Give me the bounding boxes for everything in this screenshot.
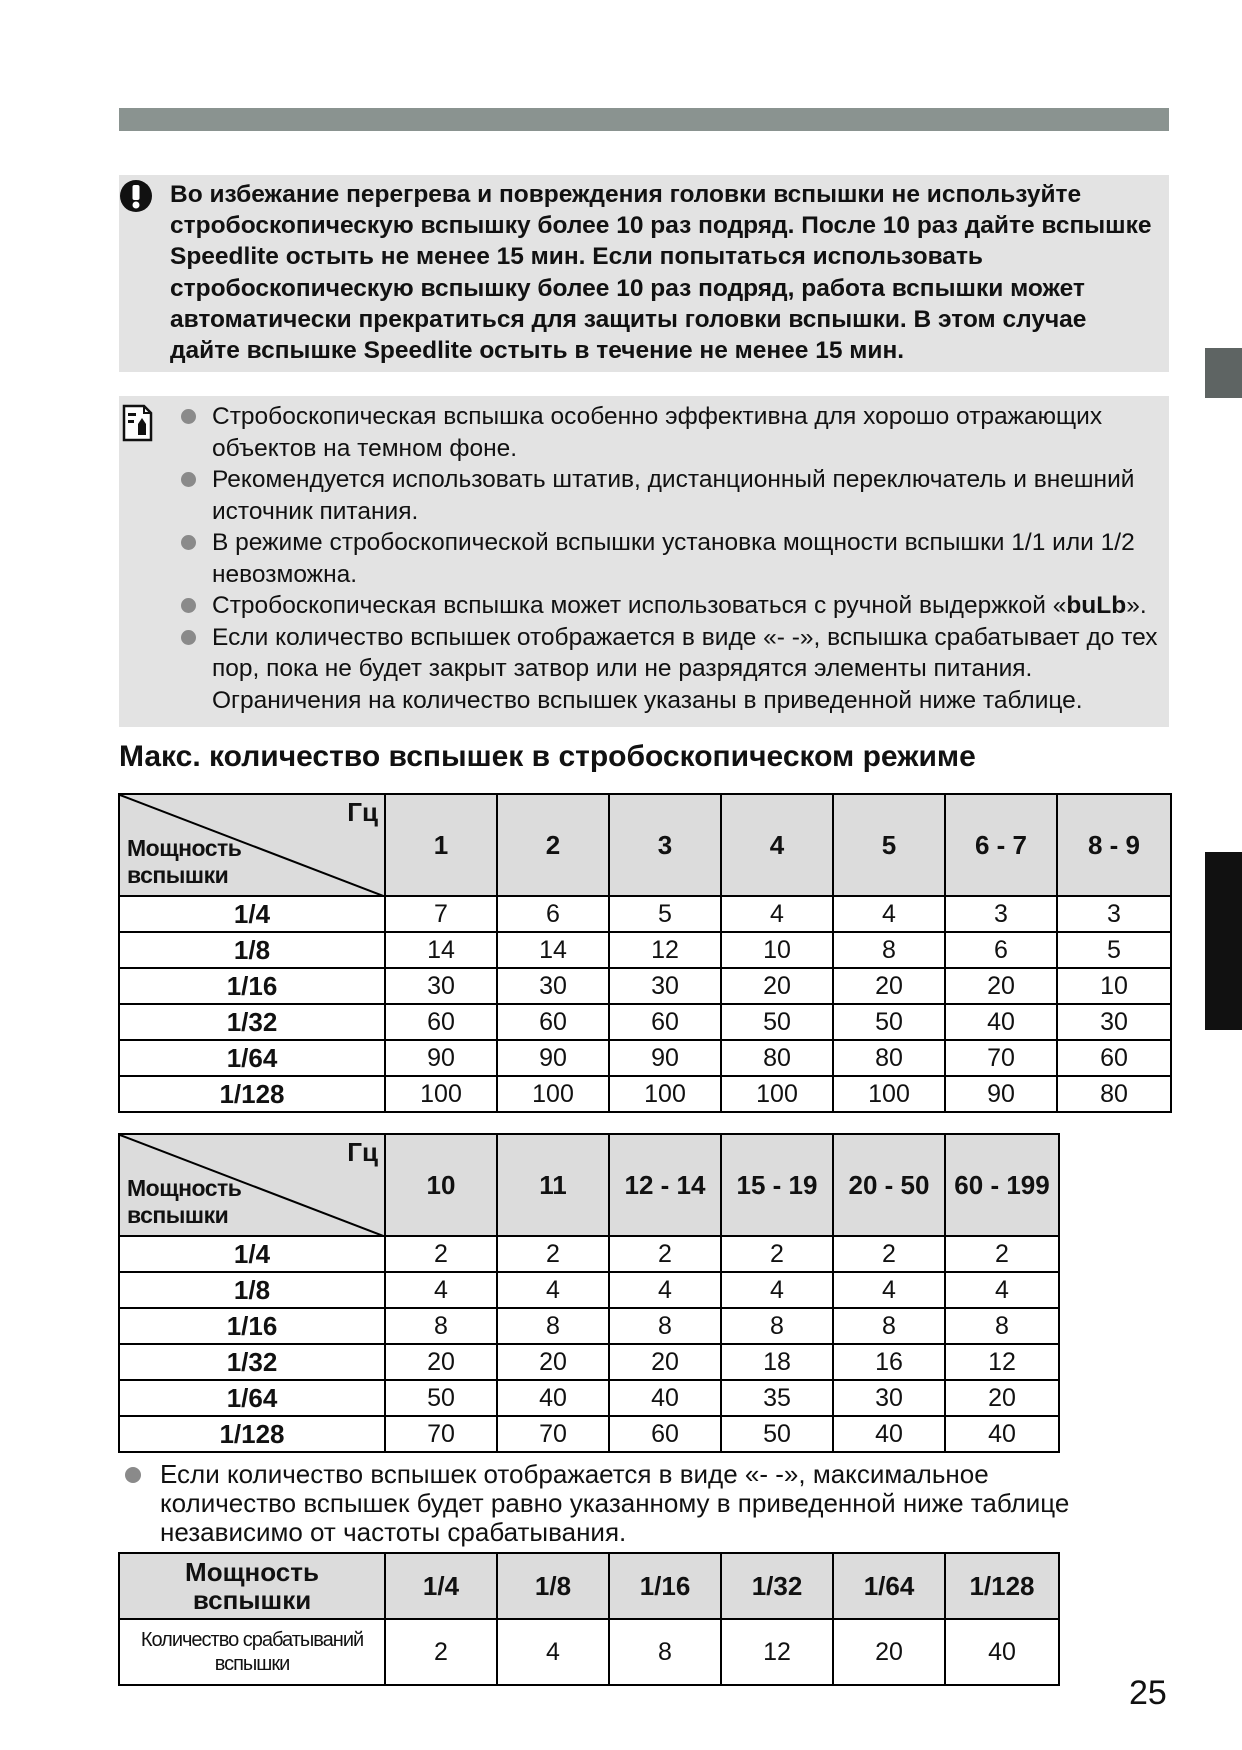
flash-count-cell: 20 xyxy=(609,1344,721,1380)
flash-count-cell: 8 xyxy=(721,1308,833,1344)
flash-count-cell: 30 xyxy=(833,1380,945,1416)
flash-count-cell: 70 xyxy=(497,1416,609,1452)
power-row-label: 1/64 xyxy=(119,1040,385,1076)
flash-count-cell: 14 xyxy=(497,932,609,968)
section-title: Макс. количество вспышек в стробоскопическом режиме xyxy=(119,740,976,773)
freq-header: 2 xyxy=(497,794,609,896)
flash-count-cell: 18 xyxy=(721,1344,833,1380)
freq-header: 5 xyxy=(833,794,945,896)
power-row-label: 1/128 xyxy=(119,1076,385,1112)
flash-count-cell: 70 xyxy=(945,1040,1057,1076)
flash-count-cell: 8 xyxy=(945,1308,1059,1344)
note-icon xyxy=(122,404,153,442)
freq-header: 10 xyxy=(385,1134,497,1236)
flash-count-cell: 6 xyxy=(497,896,609,932)
flash-count-cell: 90 xyxy=(945,1076,1057,1112)
flash-count-cell: 60 xyxy=(385,1004,497,1040)
flash-count-cell: 2 xyxy=(609,1236,721,1272)
flash-count-cell: 40 xyxy=(945,1004,1057,1040)
side-thumb-tab-small xyxy=(1205,348,1242,398)
power-row-label: 1/32 xyxy=(119,1344,385,1380)
power-row-label: 1/16 xyxy=(119,968,385,1004)
power-header: 1/4 xyxy=(385,1553,497,1619)
notes-list xyxy=(181,401,1161,716)
flash-count-cell: 20 xyxy=(497,1344,609,1380)
flash-count-cell: 20 xyxy=(945,1380,1059,1416)
power-row-label: 1/4 xyxy=(119,896,385,932)
count-cell: 2 xyxy=(385,1619,497,1685)
flash-count-cell: 40 xyxy=(609,1380,721,1416)
power-row-label: 1/8 xyxy=(119,932,385,968)
flash-count-cell: 4 xyxy=(721,896,833,932)
flash-count-cell: 90 xyxy=(385,1040,497,1076)
table-row xyxy=(119,1416,1059,1452)
flash-power-header: Мощность вспышки xyxy=(119,1553,385,1619)
flash-count-cell: 50 xyxy=(833,1004,945,1040)
table-row xyxy=(119,1272,1059,1308)
table-row xyxy=(119,896,1171,932)
flash-count-cell: 10 xyxy=(721,932,833,968)
hz-label: Гц xyxy=(347,1137,378,1167)
hz-label: Гц xyxy=(347,797,378,827)
flash-count-cell: 80 xyxy=(1057,1076,1171,1112)
note-bulb-text-before: Стробоскопическая вспышка может использоваться с ручной выдержкой « xyxy=(212,592,1067,619)
page-number: 25 xyxy=(1129,1674,1167,1712)
note-item: Если количество вспышек отображается в виде «- -», вспышка срабатывает до тех пор, пока не будет закрыт затвор или не разрядятся элементы питания. Ограничения на количество вспышек указаны в приведенной ниже таблице. xyxy=(181,622,1161,717)
flash-count-cell: 3 xyxy=(1057,896,1171,932)
flash-count-cell: 35 xyxy=(721,1380,833,1416)
flash-count-cell: 12 xyxy=(609,932,721,968)
flash-count-cell: 2 xyxy=(497,1236,609,1272)
flash-count-cell: 100 xyxy=(833,1076,945,1112)
note-item-bulb xyxy=(181,590,1161,622)
power-header: 1/64 xyxy=(833,1553,945,1619)
flash-count-cell: 5 xyxy=(609,896,721,932)
flash-count-cell: 60 xyxy=(1057,1040,1171,1076)
flash-count-cell: 8 xyxy=(833,1308,945,1344)
flash-count-cell: 4 xyxy=(945,1272,1059,1308)
table-row xyxy=(119,932,1171,968)
power-row-label: 1/128 xyxy=(119,1416,385,1452)
flash-count-cell: 10 xyxy=(1057,968,1171,1004)
flash-count-cell: 40 xyxy=(497,1380,609,1416)
table-header-row xyxy=(119,1134,1059,1236)
flash-count-cell: 6 xyxy=(945,932,1057,968)
count-cell: 8 xyxy=(609,1619,721,1685)
max-count-note xyxy=(122,1460,1122,1547)
freq-header: 4 xyxy=(721,794,833,896)
flash-count-cell: 80 xyxy=(833,1040,945,1076)
flash-count-cell: 2 xyxy=(833,1236,945,1272)
note-item: Рекомендуется использовать штатив, дистанционный переключатель и внешний источник питания. xyxy=(181,464,1161,527)
flash-count-cell: 60 xyxy=(609,1416,721,1452)
freq-header: 3 xyxy=(609,794,721,896)
flash-count-cell: 8 xyxy=(385,1308,497,1344)
flash-count-cell: 70 xyxy=(385,1416,497,1452)
count-cell: 40 xyxy=(945,1619,1059,1685)
flash-count-cell: 20 xyxy=(721,968,833,1004)
power-row-label: 1/32 xyxy=(119,1004,385,1040)
table-corner-cell xyxy=(119,1134,385,1236)
strobe-table-1 xyxy=(118,793,1172,1113)
flash-count-cell: 3 xyxy=(945,896,1057,932)
flash-count-cell: 4 xyxy=(721,1272,833,1308)
note-item: Стробоскопическая вспышка особенно эффективна для хорошо отражающих объектов на темном фоне. xyxy=(181,401,1161,464)
flash-count-cell: 16 xyxy=(833,1344,945,1380)
flash-count-cell: 80 xyxy=(721,1040,833,1076)
flash-count-cell: 12 xyxy=(945,1344,1059,1380)
power-header: 1/16 xyxy=(609,1553,721,1619)
side-thumb-tab-large xyxy=(1205,852,1242,1030)
flash-count-cell: 30 xyxy=(497,968,609,1004)
flash-count-cell: 60 xyxy=(497,1004,609,1040)
freq-header: 20 - 50 xyxy=(833,1134,945,1236)
table-row xyxy=(119,1308,1059,1344)
max-count-note-text: Если количество вспышек отображается в виде «- -», максимальное количество вспышек будет равно указанному в приведенной ниже таблице независимо от частоты срабатывания. xyxy=(160,1459,1070,1547)
flash-count-cell: 4 xyxy=(833,896,945,932)
notes-box xyxy=(119,396,1169,727)
table-row xyxy=(119,1619,1059,1685)
flash-count-cell: 30 xyxy=(609,968,721,1004)
note-bulb-text-after: ». xyxy=(1126,592,1147,619)
section-header-bar xyxy=(119,108,1169,131)
power-header: 1/32 xyxy=(721,1553,833,1619)
table-row xyxy=(119,1076,1171,1112)
max-flash-count-table xyxy=(118,1552,1060,1686)
table-row xyxy=(119,1236,1059,1272)
flash-count-cell: 30 xyxy=(385,968,497,1004)
flash-count-cell: 100 xyxy=(497,1076,609,1112)
flash-count-cell: 2 xyxy=(945,1236,1059,1272)
caution-icon xyxy=(119,179,153,213)
freq-header: 15 - 19 xyxy=(721,1134,833,1236)
power-row-label: 1/4 xyxy=(119,1236,385,1272)
flash-count-cell: 4 xyxy=(385,1272,497,1308)
flash-count-cell: 20 xyxy=(385,1344,497,1380)
flash-count-cell: 8 xyxy=(497,1308,609,1344)
freq-header: 12 - 14 xyxy=(609,1134,721,1236)
flash-count-label: Количество срабатываний вспышки xyxy=(119,1619,385,1685)
freq-header: 11 xyxy=(497,1134,609,1236)
power-row-label: 1/8 xyxy=(119,1272,385,1308)
power-label: Мощность вспышки xyxy=(127,1175,242,1228)
flash-count-cell: 2 xyxy=(721,1236,833,1272)
flash-count-cell: 100 xyxy=(385,1076,497,1112)
flash-count-cell: 90 xyxy=(497,1040,609,1076)
power-header: 1/128 xyxy=(945,1553,1059,1619)
flash-count-cell: 30 xyxy=(1057,1004,1171,1040)
flash-count-cell: 50 xyxy=(385,1380,497,1416)
note-item: В режиме стробоскопической вспышки установка мощности вспышки 1/1 или 1/2 невозможна. xyxy=(181,527,1161,590)
flash-count-cell: 7 xyxy=(385,896,497,932)
flash-count-cell: 2 xyxy=(385,1236,497,1272)
flash-count-cell: 60 xyxy=(609,1004,721,1040)
flash-count-cell: 20 xyxy=(945,968,1057,1004)
count-cell: 4 xyxy=(497,1619,609,1685)
flash-count-cell: 5 xyxy=(1057,932,1171,968)
flash-count-cell: 4 xyxy=(609,1272,721,1308)
table-corner-cell xyxy=(119,794,385,896)
flash-count-cell: 40 xyxy=(833,1416,945,1452)
flash-count-cell: 100 xyxy=(721,1076,833,1112)
power-label: Мощность вспышки xyxy=(127,835,242,888)
table-header-row xyxy=(119,1553,1059,1619)
freq-header: 1 xyxy=(385,794,497,896)
flash-count-cell: 4 xyxy=(833,1272,945,1308)
freq-header: 8 - 9 xyxy=(1057,794,1171,896)
power-row-label: 1/64 xyxy=(119,1380,385,1416)
table-row xyxy=(119,1040,1171,1076)
freq-header: 60 - 199 xyxy=(945,1134,1059,1236)
table-header-row xyxy=(119,794,1171,896)
flash-count-cell: 14 xyxy=(385,932,497,968)
table-row xyxy=(119,968,1171,1004)
flash-count-cell: 90 xyxy=(609,1040,721,1076)
count-cell: 12 xyxy=(721,1619,833,1685)
strobe-table-2 xyxy=(118,1133,1060,1453)
flash-count-cell: 50 xyxy=(721,1416,833,1452)
flash-count-cell: 8 xyxy=(609,1308,721,1344)
flash-count-cell: 20 xyxy=(833,968,945,1004)
table-row xyxy=(119,1344,1059,1380)
table-row xyxy=(119,1004,1171,1040)
flash-count-cell: 40 xyxy=(945,1416,1059,1452)
bullet-dot xyxy=(125,1467,141,1483)
caution-text: Во избежание перегрева и повреждения головки вспышки не используйте стробоскопическую вспышку более 10 раз подряд. После 10 раз дайте вспышке Speedlite остыть не менее 15 мин. Если попытаться использовать стробоскопическую вспышку более 10 раз подряд, работа вспышки может автоматически прекратиться для защиты головки вспышки. В этом случае дайте вспышке Speedlite остыть в течение не менее 15 мин. xyxy=(170,181,1152,365)
flash-count-cell: 8 xyxy=(833,932,945,968)
freq-header: 6 - 7 xyxy=(945,794,1057,896)
caution-box xyxy=(119,175,1169,372)
table-row xyxy=(119,1380,1059,1416)
flash-count-cell: 50 xyxy=(721,1004,833,1040)
count-cell: 20 xyxy=(833,1619,945,1685)
power-header: 1/8 xyxy=(497,1553,609,1619)
flash-count-cell: 4 xyxy=(497,1272,609,1308)
power-row-label: 1/16 xyxy=(119,1308,385,1344)
flash-count-cell: 100 xyxy=(609,1076,721,1112)
bulb-mode-label: buLb xyxy=(1066,592,1127,619)
